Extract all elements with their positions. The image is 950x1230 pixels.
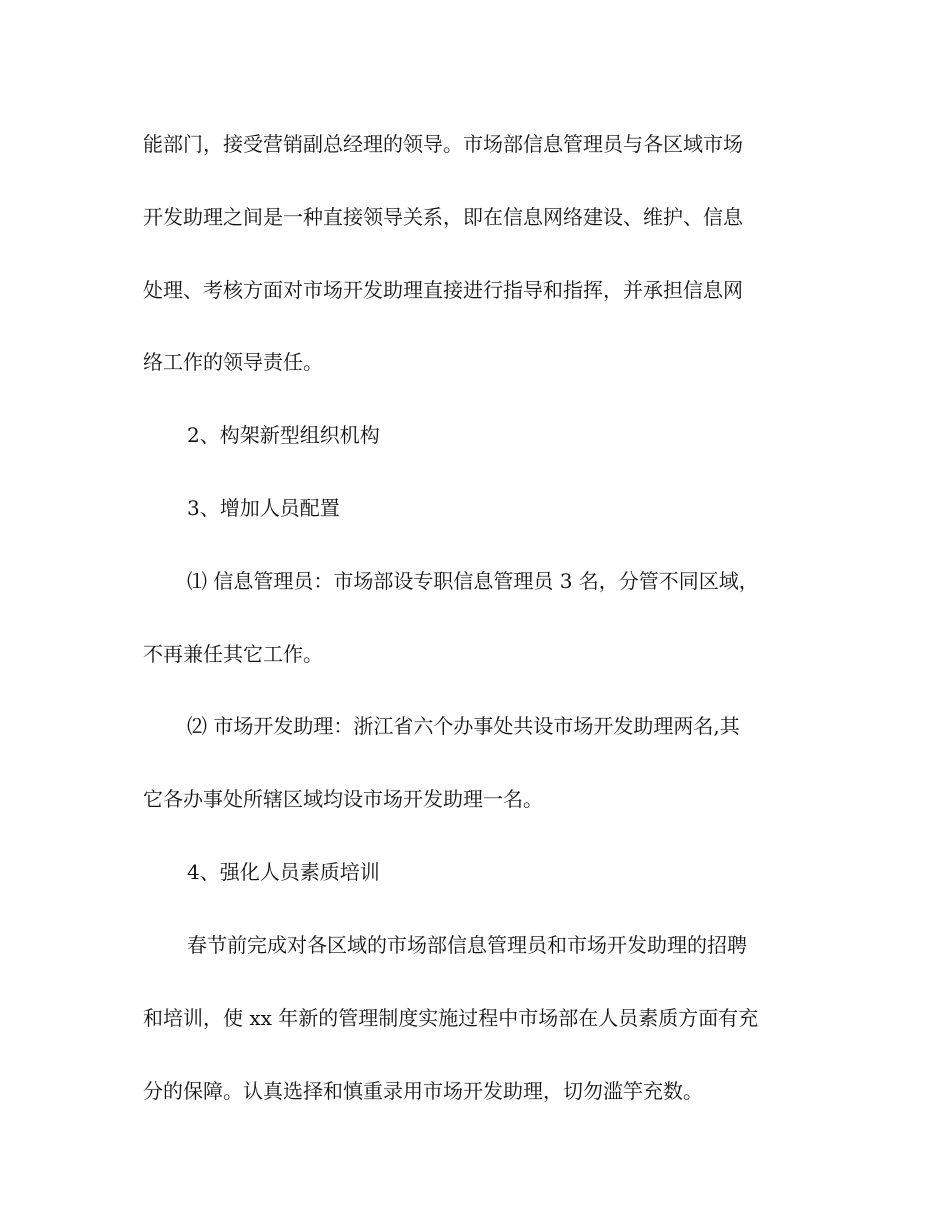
section-heading: 2、构架新型组织机构	[187, 423, 380, 447]
list-item-line: 不再兼任其它工作。	[143, 642, 323, 666]
paragraph-line: 春节前完成对各区域的市场部信息管理员和市场开发助理的招聘	[187, 933, 747, 957]
list-item-line: ⑴ 信息管理员：市场部设专职信息管理员 3 名，分管不同区域，	[187, 569, 759, 593]
paragraph-line: 络工作的领导责任。	[143, 350, 323, 374]
paragraph-line: 开发助理之间是一种直接领导关系，即在信息网络建设、维护、信息	[143, 205, 743, 229]
paragraph-line: 处理、考核方面对市场开发助理直接进行指导和指挥，并承担信息网	[143, 278, 743, 302]
paragraph-line: 分的保障。认真选择和慎重录用市场开发助理，切勿滥竽充数。	[143, 1079, 703, 1103]
section-heading: 4、强化人员素质培训	[187, 860, 380, 884]
section-heading: 3、增加人员配置	[187, 496, 340, 520]
list-item-line: ⑵ 市场开发助理：浙江省六个办事处共设市场开发助理两名,其	[187, 714, 740, 738]
paragraph-line: 能部门，接受营销副总经理的领导。市场部信息管理员与各区域市场	[143, 132, 743, 156]
list-item-line: 它各办事处所辖区域均设市场开发助理一名。	[143, 787, 543, 811]
paragraph-line: 和培训，使 xx 年新的管理制度实施过程中市场部在人员素质方面有充	[143, 1006, 759, 1030]
